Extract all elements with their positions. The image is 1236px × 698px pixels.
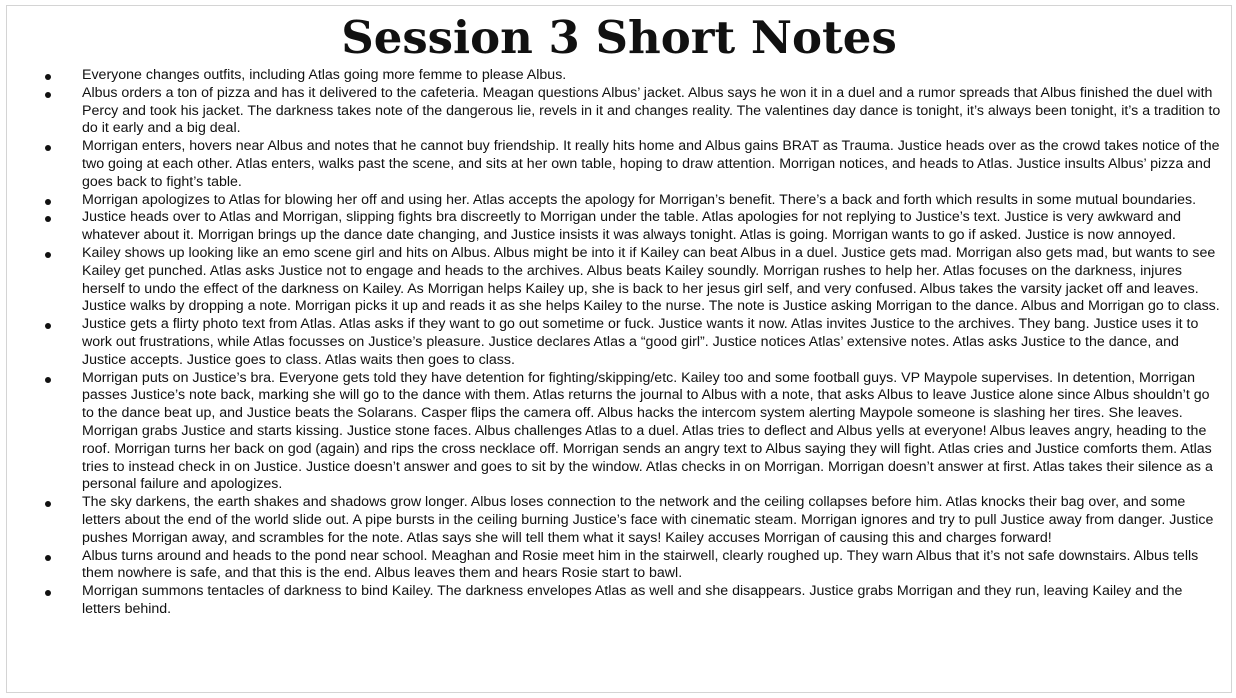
note-item-7: Justice gets a flirty photo text from Atlas. Atlas asks if they want to go out sometime or fuck. Justice wants it now. Atlas invites Justice to the archives. They bang. Justice uses it to work out frustrations, while Atlas focusses on Justice’s pleasure. Justice declares Atlas a “good girl”. Justice notices Atlas’ extensive notes. Atlas asks Justice to the dance, and Justice accepts. Justice goes to class. Atlas waits then goes to class. [82,316,1221,369]
note-item-8: Morrigan puts on Justice’s bra. Everyone gets told they have detention for fighting/skipping/etc. Kailey too and some football guys. VP Maypole supervises. In detention, Morrigan passes Justice’s note back, marking she will go to the dance with them. Atlas returns the journal to Albus with a note, that asks Albus to leave Justice alone since Albus shouldn’t go to the dance beat up, and Justice beats the Solarans. Casper flips the camera off. Albus hacks the intercom system alerting Maypole someone is slashing her tires. She leaves. Morrigan grabs Justice and starts kissing. Justice stone faces. Albus challenges Atlas to a duel. Atlas tries to deflect and Albus yells at everyone! Albus leaves angry, heading to the roof. Morrigan turns her back on god (again) and rips the cross necklace off. Morrigan sends an angry text to Albus saying they will fight. Atlas cries and Justice comforts them. Atlas tries to instead check in on Justice. Justice doesn’t answer and goes to sit by the window. Atlas checks in on Morrigan. Morrigan doesn’t answer at first. Atlas takes their silence as a personal failure and apologizes. [82,370,1221,495]
note-item-5: Justice heads over to Atlas and Morrigan, slipping fights bra discreetly to Morrigan under the table. Atlas apologies for not replying to Justice’s text. Justice is very awkward and whatever about it. Morrigan brings up the dance date changing, and Justice insists it was always tonight. Atlas is going. Morrigan wants to go if asked. Justice is now annoyed. [82,209,1221,245]
note-item-10: Albus turns around and heads to the pond near school. Meaghan and Rosie meet him in the stairwell, clearly roughed up. They warn Albus that it’s not safe downstairs. Albus tells them nowhere is safe, and that this is the end. Albus leaves them and hears Rosie start to bawl. [82,548,1221,584]
note-item-1: Everyone changes outfits, including Atlas going more femme to please Albus. [82,67,1221,85]
notes-list [7,67,1231,619]
note-item-6: Kailey shows up looking like an emo scene girl and hits on Albus. Albus might be into it if Kailey can beat Albus in a duel. Justice gets mad. Morrigan also gets mad, but wants to see Kailey get punched. Atlas asks Justice not to engage and heads to the archives. Albus beats Kailey soundly. Morrigan rushes to help her. Atlas focuses on the darkness, injures herself to undo the effect of the darkness on Kailey. As Morrigan helps Kailey up, she is back to her jesus girl self, and very confused. Albus takes the varsity jacket off and leaves. Justice walks by dropping a note. Morrigan picks it up and reads it as she helps Kailey to the nurse. The note is Justice asking Morrigan to the dance. Albus and Morrigan go to class. [82,244,1220,315]
note-item-4: Morrigan apologizes to Atlas for blowing her off and using her. Atlas accepts the apology for Morrigan’s benefit. There’s a back and forth which results in some mutual boundaries. [82,192,1221,210]
note-item-2: Albus orders a ton of pizza and has it delivered to the cafeteria. Meagan questions Albus’ jacket. Albus says he won it in a duel and a rumor spreads that Albus finished the duel with Percy and took his jacket. The darkness takes note of the dangerous lie, revels in it and changes reality. The valentines day dance is tonight, it’s always been tonight, it’s a tradition to do it early and a big deal. [82,84,1221,137]
page-title: Session 3 Short Notes [341,11,897,64]
note-item-11: Morrigan summons tentacles of darkness to bind Kailey. The darkness envelopes Atlas as well and she disappears. Justice grabs Morrigan and they run, leaving Kailey and the letters behind. [82,583,1221,619]
document-page [6,5,1232,693]
note-item-3: Morrigan enters, hovers near Albus and notes that he cannot buy friendship. It really hits home and Albus gains BRAT as Trauma. Justice heads over as the crowd takes notice of the two going at each other. Atlas enters, walks past the scene, and sits at her own table, hoping to draw attention. Morrigan notices, and heads to Atlas. Justice insults Albus’ pizza and goes back to fight’s table. [82,138,1220,190]
note-item-9: The sky darkens, the earth shakes and shadows grow longer. Albus loses connection to the network and the ceiling collapses before him. Atlas knocks their bag over, and some letters about the end of the world slide out. A pipe bursts in the ceiling burning Justice’s face with cinematic steam. Morrigan ignores and try to pull Justice away from danger. Justice pushes Morrigan away, and scrambles for the note. Atlas says she will tell them what it says! Kailey accuses Morrigan of causing this and charges forward! [82,494,1221,547]
